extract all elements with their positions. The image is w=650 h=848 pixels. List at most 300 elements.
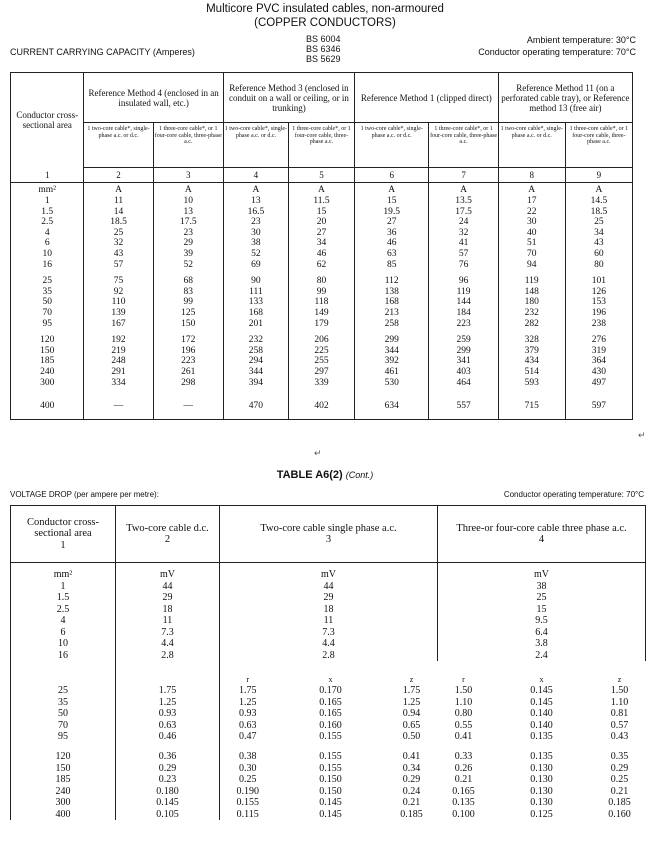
t1-value: 111 [249, 286, 263, 297]
t1-cell-c6 [355, 276, 429, 329]
t1-value: 258 [248, 345, 264, 356]
t2-size: 185 [11, 774, 116, 786]
t1-value: 530 [384, 377, 399, 388]
t1-value: 298 [181, 377, 196, 388]
t2-s_z: 0.50 [402, 731, 421, 742]
table-row [11, 743, 646, 763]
t1-value: 464 [456, 377, 471, 388]
t2-t_r: 0.135 [452, 797, 475, 808]
t1-value: 120 [40, 335, 55, 346]
t2-rxz-label: r [462, 674, 465, 684]
t2-s_r: 0.190 [236, 785, 259, 797]
t1-value: 75 [113, 276, 124, 287]
t1-value: 17 [526, 196, 537, 206]
t1-cell-c4 [223, 335, 288, 388]
t1-value: 96 [458, 276, 469, 287]
t1-value: 30 [526, 217, 537, 228]
t1-cell-c6 [355, 394, 429, 420]
t1-value: 40 [526, 227, 537, 238]
t2-t_r: 0.21 [454, 774, 473, 785]
t1-value: 184 [456, 307, 471, 318]
t1-unit: mm² [11, 183, 84, 197]
t1-value: 196 [591, 307, 607, 318]
t1-cell-c9 [565, 394, 632, 420]
t1-value: 344 [248, 366, 264, 377]
t1-value: 248 [111, 356, 126, 367]
t1-value: 16.5 [247, 206, 265, 217]
t1-cell-c7 [429, 196, 498, 270]
table-a6-2-title [0, 469, 650, 481]
t1-value: 258 [384, 318, 399, 329]
t2-t_r: 0.80 [454, 708, 473, 719]
table-row-group [11, 394, 633, 420]
t1-cell-c3 [153, 394, 223, 420]
t2-size: 35 [11, 697, 116, 709]
t2-dc: 1.25 [116, 697, 220, 709]
t1-value: 25 [594, 217, 604, 228]
t1-value: 99 [316, 286, 327, 297]
t1-value: 334 [111, 377, 126, 388]
t1-cell-c4 [223, 196, 288, 270]
t1-value: 25 [113, 227, 124, 238]
t2-dc: 29 [116, 592, 220, 604]
t1-value: 1 [44, 196, 50, 206]
t2-unit: mm² [11, 563, 116, 581]
t1-value: 10 [183, 196, 194, 206]
t2-dc: 0.180 [116, 786, 220, 798]
t1-value: 240 [40, 366, 55, 377]
t2-t_x: 0.145 [530, 685, 553, 696]
t1-cell-size [11, 394, 84, 420]
t1-value: 206 [314, 335, 329, 346]
t1-value: 294 [248, 356, 264, 367]
t1-value: 32 [113, 238, 124, 249]
t2-dc: 7.3 [116, 627, 220, 639]
t2-s_z: 0.65 [402, 719, 421, 731]
table-title: TABLE A6(2) [276, 469, 343, 481]
doc-title-line2: (COPPER CONDUCTORS) [254, 17, 396, 29]
table-row-group [11, 335, 633, 388]
t2-s_x: 0.150 [319, 785, 342, 797]
table-row [11, 797, 646, 809]
t1-cell-c9 [565, 335, 632, 388]
t2-three: 3.8 [438, 638, 646, 650]
t1-value: 60 [594, 248, 604, 259]
t1-value: 434 [524, 356, 539, 367]
t2-blank [11, 661, 116, 685]
t1-value: 339 [314, 377, 329, 388]
t2-s_r: 0.63 [239, 719, 257, 731]
t2-rxz-label: x [328, 674, 333, 684]
t1-value: 110 [111, 297, 126, 308]
t2-t_r: 0.55 [454, 719, 473, 731]
t2-unit: mV [220, 563, 438, 581]
t1-value: 461 [384, 366, 399, 377]
t1-cell-c2 [84, 276, 153, 329]
t1-value: 20 [316, 217, 327, 228]
t1-cell-c5 [288, 335, 354, 388]
t1-value: 125 [181, 307, 196, 318]
t2-size: 4 [11, 615, 116, 627]
t2-dc: 0.63 [116, 720, 220, 732]
t1-colnum: 6 [355, 168, 429, 183]
t2-h2: Two-core cable d.c. [126, 522, 209, 534]
t2-t_x: 0.130 [530, 797, 553, 808]
t2-colnum: 3 [325, 534, 332, 545]
t2-rxz-label: r [246, 674, 250, 684]
t1-value: 36 [386, 227, 397, 238]
t2-single: 18 [220, 604, 438, 616]
t2-single: 44 [220, 581, 438, 593]
t2-t_r: 0.100 [452, 808, 475, 820]
t2-size: 300 [11, 797, 116, 809]
t1-unit: A [429, 183, 498, 197]
t1-value: 85 [386, 259, 397, 270]
t1-value: 138 [384, 286, 399, 297]
table-row [11, 809, 646, 821]
t1-value: 19.5 [383, 206, 401, 217]
t1-unit: A [223, 183, 288, 197]
t1-cell-c7 [429, 394, 498, 420]
t1-value: 34 [316, 238, 327, 249]
t1-value: 11 [113, 196, 124, 206]
t1-value: 118 [314, 297, 329, 308]
t1-value: 232 [248, 335, 264, 346]
t1-value: 172 [181, 335, 196, 346]
t2-t_z: 0.43 [610, 731, 629, 742]
t1-cell-c3 [153, 335, 223, 388]
t2-dc: 0.46 [116, 731, 220, 743]
t2-single: 4.4 [220, 638, 438, 650]
t1-value: 168 [384, 297, 399, 308]
t2-h4: Three-or four-core cable three phase a.c. [456, 522, 627, 534]
t2-t_r: 1.10 [454, 696, 473, 708]
t1-cell-size [11, 276, 84, 329]
t1-colnum: 2 [84, 168, 153, 183]
t1-unit: A [84, 183, 153, 197]
t1-value: 379 [524, 345, 539, 356]
t1-value: 213 [384, 307, 399, 318]
t1-cell-c8 [498, 196, 565, 270]
t1-cell-c4 [223, 276, 288, 329]
t2-dc: 2.8 [116, 650, 220, 662]
t2-t_z: 0.35 [610, 750, 629, 762]
t1-value: 15 [386, 196, 397, 206]
t1-value: 4 [44, 227, 50, 238]
voltage-drop-caption: VOLTAGE DROP (per ampere per metre): [10, 490, 159, 499]
t1-cell-c5 [288, 196, 354, 270]
t1-value: 17.5 [455, 206, 472, 217]
t1-value: 223 [456, 318, 471, 329]
t1-cell-c3 [153, 276, 223, 329]
t2-t_x: 0.130 [530, 774, 553, 785]
t2-dc: 0.23 [116, 774, 220, 786]
t1-value: 300 [40, 377, 55, 388]
t2-size: 6 [11, 627, 116, 639]
t1-value: 43 [113, 248, 124, 259]
t1-value: 144 [456, 297, 471, 308]
t2-s_x: 0.165 [319, 696, 342, 708]
t1-cell-c7 [429, 335, 498, 388]
t1-value: 6 [44, 238, 50, 249]
t1-group-ref4: Reference Method 4 (enclosed in an insulated wall, etc.) [84, 73, 224, 123]
t1-value: 25 [42, 276, 52, 287]
t1-colnum: 5 [288, 168, 354, 183]
table-row [11, 592, 646, 604]
table-row [11, 581, 646, 593]
t1-cell-c2 [84, 196, 153, 270]
t1-cell-c5 [288, 394, 354, 420]
t1-value: 99 [183, 297, 194, 308]
t1-value: 80 [316, 276, 327, 287]
t1-value: 634 [384, 401, 399, 412]
t1-value: 185 [40, 356, 55, 367]
t2-h3: Two-core cable single phase a.c. [260, 522, 397, 534]
t2-s_r: 0.30 [239, 762, 257, 774]
t2-unit: mV [438, 563, 646, 581]
t1-unit: A [288, 183, 354, 197]
t1-value: 18.5 [110, 217, 127, 228]
t2-t_z: 0.21 [610, 785, 629, 797]
t2-s_r: 1.75 [239, 685, 257, 696]
t2-s_x: 0.170 [319, 685, 342, 696]
table-row [11, 604, 646, 616]
t1-value: 38 [251, 238, 261, 249]
t2-size: 400 [11, 809, 116, 821]
t1-value: 34 [594, 227, 604, 238]
t1-colnum: 3 [153, 168, 223, 183]
t1-value: 15 [316, 206, 327, 217]
table-row [11, 685, 646, 697]
t1-value: 179 [314, 318, 329, 329]
t2-dc: 0.93 [116, 708, 220, 720]
rxz-label-row [11, 661, 646, 685]
t1-value: 148 [524, 286, 539, 297]
t1-value: 29 [183, 238, 194, 249]
table-row [11, 650, 646, 662]
t2-size: 95 [11, 731, 116, 743]
t2-size: 1.5 [11, 592, 116, 604]
t1-value: 497 [591, 377, 607, 388]
t1-value: 68 [183, 276, 194, 287]
t2-single: 7.3 [220, 627, 438, 639]
table-row [11, 731, 646, 743]
t1-value: 119 [524, 276, 539, 287]
t2-t_r: 0.33 [454, 750, 473, 762]
t1-cell-size [11, 196, 84, 270]
t2-t_r: 0.165 [452, 785, 475, 797]
t2-t_z: 1.50 [610, 685, 629, 696]
t1-cell-c2 [84, 394, 153, 420]
t2-s_r: 0.38 [239, 750, 257, 762]
t1-value: 276 [591, 335, 607, 346]
t1-value: 35 [42, 286, 52, 297]
t1-unit: A [355, 183, 429, 197]
t1-value: 57 [113, 259, 124, 270]
t1-value: 27 [386, 217, 397, 228]
t1-group-ref11: Reference Method 11 (on a perforated cable tray), or Reference method 13 (free air) [498, 73, 632, 123]
t2-t_z: 0.185 [608, 797, 631, 808]
t1-value: 167 [111, 318, 126, 329]
t1-cell-c3 [153, 196, 223, 270]
table-row [11, 627, 646, 639]
t1-value: 299 [384, 335, 399, 346]
t1-value: 291 [111, 366, 126, 377]
t2-t_z: 0.25 [610, 774, 629, 785]
t2-t_z: 0.81 [610, 708, 629, 719]
t1-value: 80 [594, 259, 604, 270]
t1-value: 70 [42, 307, 52, 318]
t1-cell-c2 [84, 335, 153, 388]
t1-value: 344 [384, 345, 399, 356]
t1-value: 63 [386, 248, 397, 259]
t1-value: 392 [384, 356, 399, 367]
t1-value: 13 [183, 206, 194, 217]
t1-value: 715 [524, 401, 539, 412]
t1-value: 52 [183, 259, 194, 270]
t1-value: 180 [524, 297, 539, 308]
t1-value: 94 [526, 259, 537, 270]
t2-size: 50 [11, 708, 116, 720]
table-cont: (Cont.) [345, 470, 374, 480]
return-mark-icon: ↵ [314, 448, 322, 458]
t2-s_x: 0.165 [319, 708, 342, 719]
table-row [11, 638, 646, 650]
t1-colnum: 9 [565, 168, 632, 183]
t1-value: 10 [42, 248, 52, 259]
t1-group-ref3: Reference Method 3 (enclosed in conduit on a wall or ceiling, or in trunking) [223, 73, 354, 123]
t2-three-header [438, 506, 646, 563]
t1-value: 364 [591, 356, 607, 367]
t2-rxz-label: z [409, 674, 414, 684]
t1-value: 50 [42, 297, 52, 308]
t2-single: 11 [220, 615, 438, 627]
t1-value: 430 [591, 366, 607, 377]
t1-value: 319 [591, 345, 607, 356]
t2-s_z: 0.21 [402, 797, 421, 808]
t1-value: 149 [314, 307, 329, 318]
t1-value: 41 [458, 238, 469, 249]
t1-value: 57 [458, 248, 469, 259]
t1-sub-7: 1 three-core cable*, or 1 four-core cable, three-phase a.c. [429, 123, 498, 168]
t1-value: 69 [251, 259, 261, 270]
operating-temperature: Conductor operating temperature: 70°C [478, 47, 636, 57]
t1-colnum: 1 [11, 168, 84, 183]
t2-dc: 44 [116, 581, 220, 593]
t1-cell-c6 [355, 196, 429, 270]
t1-value: 593 [524, 377, 539, 388]
t1-value: 32 [458, 227, 469, 238]
t1-conductor-header: Conductor cross-sectional area [11, 73, 84, 168]
t2-colnum: 4 [538, 534, 545, 545]
t1-value: 43 [594, 238, 604, 249]
t1-value: 119 [456, 286, 471, 297]
t1-value: 24 [458, 217, 469, 228]
t1-colnum: 7 [429, 168, 498, 183]
t1-sub-6: 1 two-core cable*, single-phase a.c. or d.c. [355, 123, 429, 168]
t2-dc: 4.4 [116, 638, 220, 650]
t2-t_x: 0.125 [530, 808, 553, 820]
t2-dc-header [116, 506, 220, 563]
t1-cell-c6 [355, 335, 429, 388]
t2-t_r: 0.41 [454, 731, 473, 742]
t2-t_z: 0.57 [610, 719, 629, 731]
t1-value: 23 [183, 227, 194, 238]
t1-value: 255 [314, 356, 329, 367]
t2-s_x: 0.155 [319, 762, 342, 774]
t2-dc: 11 [116, 615, 220, 627]
t2-single-header [220, 506, 438, 563]
t2-three: 9.5 [438, 615, 646, 627]
current-capacity-caption: CURRENT CARRYING CAPACITY (Amperes) [10, 47, 195, 57]
t2-s_z: 0.34 [402, 762, 421, 774]
t2-t_x: 0.145 [530, 696, 553, 708]
t1-value: 514 [524, 366, 539, 377]
t2-s_z: 0.94 [402, 708, 421, 719]
t2-s_r: 0.47 [239, 731, 257, 742]
t2-h1: Conductor cross-sectional area [26, 516, 100, 540]
t1-sub-4: 1 two-core cable*, single-phase a.c. or d.c. [223, 123, 288, 168]
t1-value: 201 [248, 318, 264, 329]
t1-value: 153 [591, 297, 607, 308]
t2-three: 2.4 [438, 650, 646, 662]
t1-value: 51 [526, 238, 537, 249]
t2-s_r: 0.155 [236, 797, 259, 808]
t1-value: 18.5 [590, 206, 608, 217]
ambient-temperature: Ambient temperature: 30°C [526, 35, 636, 45]
table-row [11, 786, 646, 798]
t2-s_r: 0.93 [239, 708, 257, 719]
t1-unit: A [565, 183, 632, 197]
t1-sub-2: 1 two-core cable*, single-phase a.c. or d.c. [84, 123, 153, 168]
t1-cell-c7 [429, 276, 498, 329]
t1-value: 297 [314, 366, 329, 377]
t2-single: 29 [220, 592, 438, 604]
t1-cell-c9 [565, 196, 632, 270]
t2-single: 2.8 [220, 650, 438, 662]
t1-value: 11.5 [313, 196, 330, 206]
t2-dc: 1.75 [116, 685, 220, 697]
t2-dc: 0.105 [116, 809, 220, 821]
t1-value: 95 [42, 318, 52, 329]
t1-value: 13 [251, 196, 261, 206]
t2-size: 16 [11, 650, 116, 662]
t1-value: 46 [386, 238, 397, 249]
t2-conductor-header [11, 506, 116, 563]
t1-value: 223 [181, 356, 196, 367]
t2-dc: 18 [116, 604, 220, 616]
t1-cell-c9 [565, 276, 632, 329]
t1-value: 168 [248, 307, 264, 318]
t1-value: 13.5 [455, 196, 472, 206]
t2-s_z: 1.75 [402, 685, 421, 696]
t2-s_x: 0.145 [319, 808, 342, 820]
t1-value: 62 [316, 259, 327, 270]
t2-colnum: 1 [60, 539, 66, 551]
t2-size: 10 [11, 638, 116, 650]
t2-s_x: 0.155 [319, 731, 342, 742]
t2-s_r: 0.115 [236, 808, 259, 820]
t2-size: 70 [11, 720, 116, 732]
t2-size: 1 [11, 581, 116, 593]
t1-value: 76 [458, 259, 469, 270]
t2-t_z: 1.10 [610, 696, 629, 708]
t1-value: 126 [591, 286, 607, 297]
t1-value: 139 [111, 307, 126, 318]
table-row [11, 708, 646, 720]
t2-t_r: 0.26 [454, 762, 473, 774]
t1-value: 1.5 [41, 206, 54, 217]
